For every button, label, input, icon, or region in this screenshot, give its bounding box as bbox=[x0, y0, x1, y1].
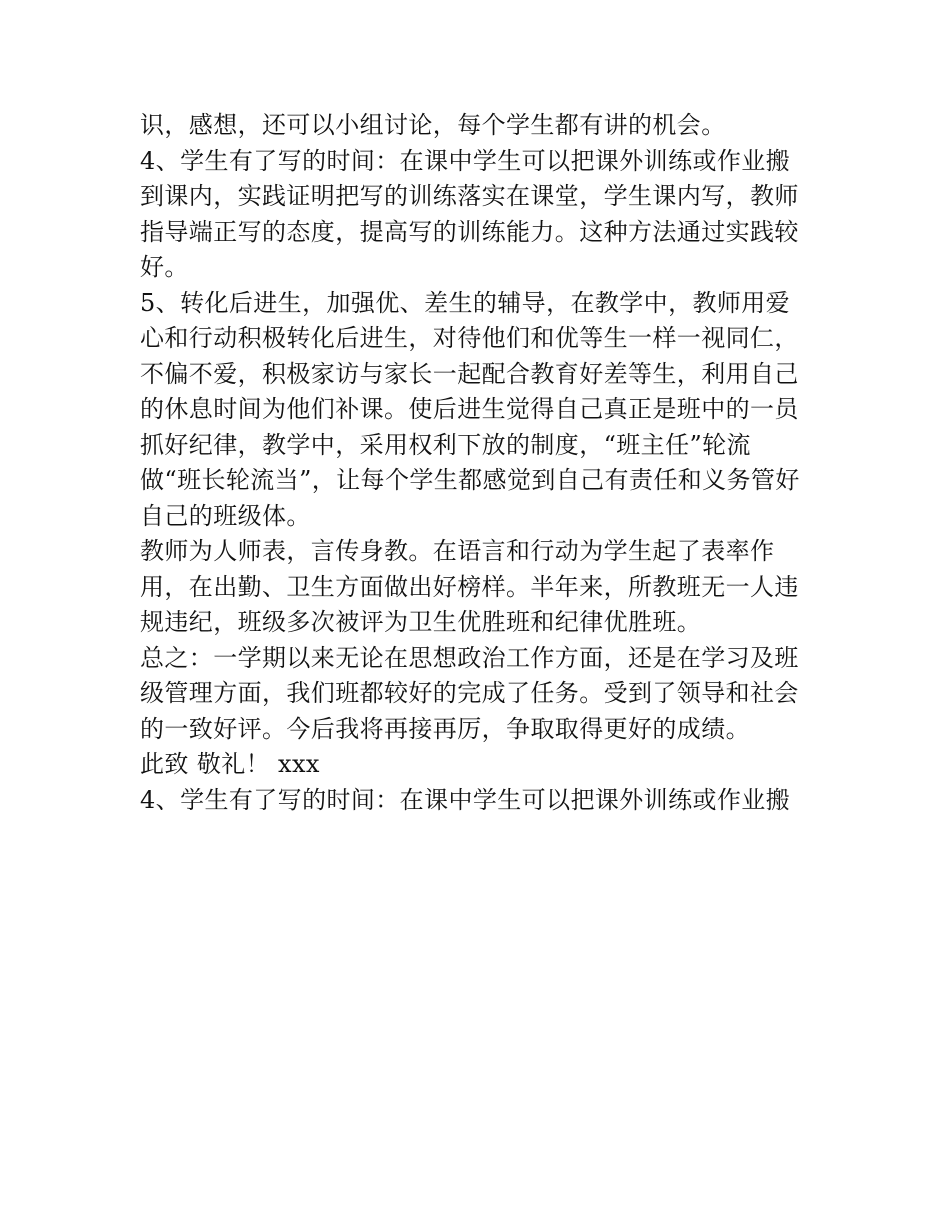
text-line: 规违纪，班级多次被评为卫生优胜班和纪律优胜班。 bbox=[140, 608, 702, 636]
text-line: 识，感想，还可以小组讨论，每个学生都有讲的机会。 bbox=[140, 111, 726, 139]
text-line: 抓好纪律，教学中，采用权利下放的制度，“班主任”轮流 bbox=[140, 430, 751, 459]
text-line: 好。 bbox=[140, 253, 189, 281]
text-line: 4、学生有了写的时间：在课中学生可以把课外训练或作业搬 bbox=[140, 146, 791, 175]
text-line: 5、转化后进生，加强优、差生的辅导，在教学中，教师用爱 bbox=[140, 288, 791, 317]
document-body bbox=[140, 108, 820, 818]
text-line: 不偏不爱，积极家访与家长一起配合教育好差等生，利用自己 bbox=[140, 359, 799, 388]
text-line: 级管理方面，我们班都较好的完成了任务。受到了领导和社会 bbox=[140, 679, 799, 707]
text-line: 心和行动积极转化后进生，对待他们和优等生一样一视同仁， bbox=[140, 324, 799, 352]
text-line: 到课内，实践证明把写的训练落实在课堂，学生课内写，教师 bbox=[140, 182, 799, 210]
text-line: 做“班长轮流当”，让每个学生都感觉到自己有责任和义务管好 bbox=[140, 466, 800, 494]
text-line: 的休息时间为他们补课。使后进生觉得自己真正是班中的一员 bbox=[140, 395, 799, 423]
text-line: 4、学生有了写的时间：在课中学生可以把课外训练或作业搬 bbox=[140, 785, 791, 814]
text-line: 此致 敬礼！ xxx bbox=[140, 750, 320, 778]
text-line: 指导端正写的态度，提高写的训练能力。这种方法通过实践较 bbox=[140, 217, 799, 246]
text-line: 自己的班级体。 bbox=[140, 501, 311, 530]
text-line: 教师为人师表，言传身教。在语言和行动为学生起了表率作 bbox=[140, 537, 775, 565]
text-line: 的一致好评。今后我将再接再厉，争取取得更好的成绩。 bbox=[140, 714, 750, 743]
text-line: 总之：一学期以来无论在思想政治工作方面，还是在学习及班 bbox=[140, 643, 799, 672]
text-line: 用，在出勤、卫生方面做出好榜样。半年来，所教班无一人违 bbox=[140, 572, 799, 601]
